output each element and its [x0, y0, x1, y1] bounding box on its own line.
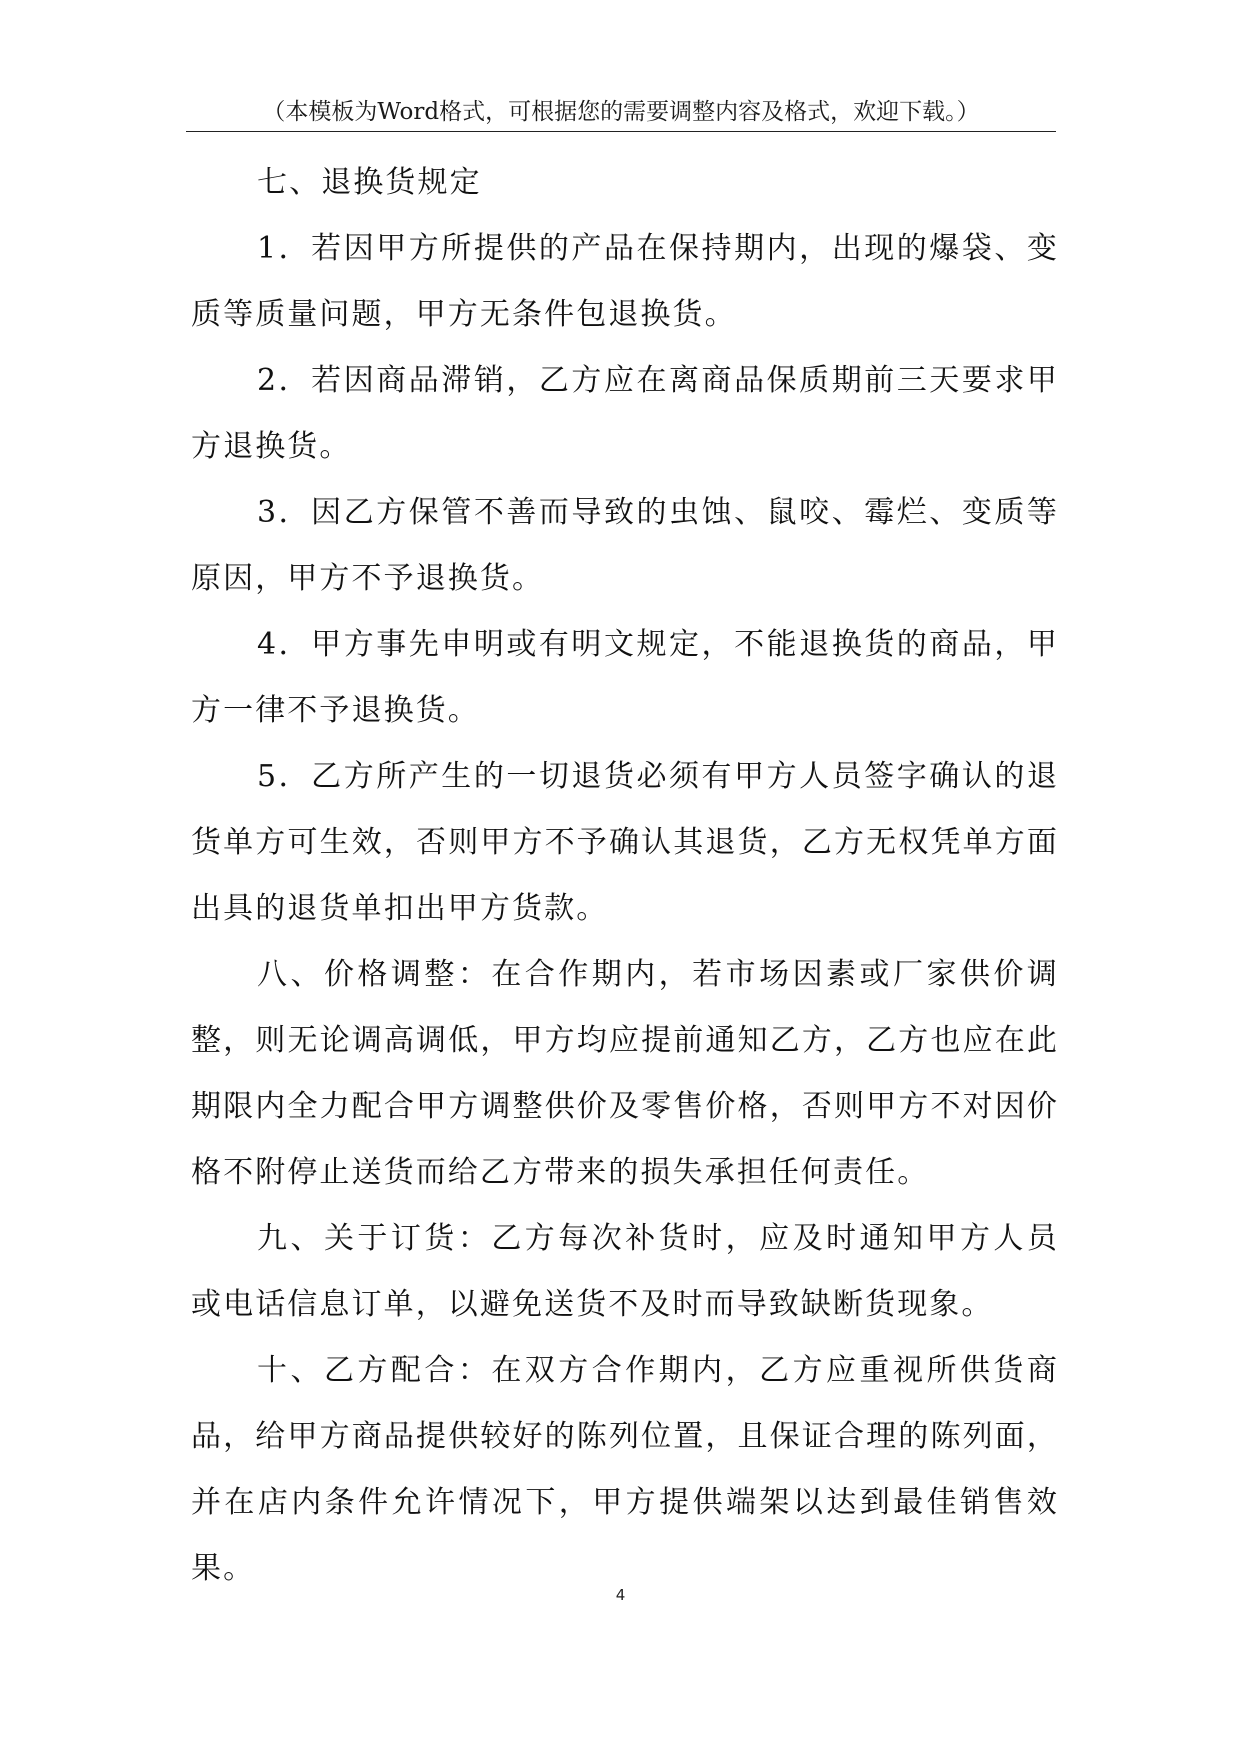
clause-5-return-slip: 5．乙方所产生的一切退货必须有甲方人员签字确认的退货单方可生效，否则甲方不予确认其退货，乙方无权凭单方面出具的退货单扣出甲方货款。: [191, 759, 1059, 926]
clause-4-non-returnable: 4．甲方事先申明或有明文规定，不能退换货的商品，甲方一律不予退换货。: [191, 627, 1059, 728]
template-note-header: （本模板为Word格式，可根据您的需要调整内容及格式，欢迎下载。）: [262, 99, 980, 125]
clause-2-slow-sales: 2．若因商品滞销，乙方应在离商品保质期前三天要求甲方退换货。: [191, 363, 1059, 464]
page-number: 4: [615, 1586, 626, 1604]
clause-3-poor-storage: 3．因乙方保管不善而导致的虫蚀、鼠咬、霉烂、变质等原因，甲方不予退换货。: [191, 495, 1059, 596]
section-ordering: 九、关于订货：乙方每次补货时，应及时通知甲方人员或电话信息订单，以避免送货不及时而导致缺断货现象。: [191, 1221, 1059, 1322]
header-divider: [186, 131, 1056, 132]
section-cooperation: 十、乙方配合：在双方合作期内，乙方应重视所供货商品，给甲方商品提供较好的陈列位置，且保证合理的陈列面，并在店内条件允许情况下，甲方提供端架以达到最佳销售效果。: [191, 1353, 1059, 1586]
clause-1-quality-returns: 1．若因甲方所提供的产品在保持期内，出现的爆袋、变质等质量问题，甲方无条件包退换货。: [191, 231, 1059, 332]
document-body: [191, 150, 1059, 1602]
section-heading-returns: 七、退换货规定: [257, 165, 482, 200]
section-price-adjustment: 八、价格调整：在合作期内，若市场因素或厂家供价调整，则无论调高调低，甲方均应提前通知乙方，乙方也应在此期限内全力配合甲方调整供价及零售价格，否则甲方不对因价格不附停止送货而给乙方带来的损失承担任何责任。: [191, 957, 1059, 1190]
